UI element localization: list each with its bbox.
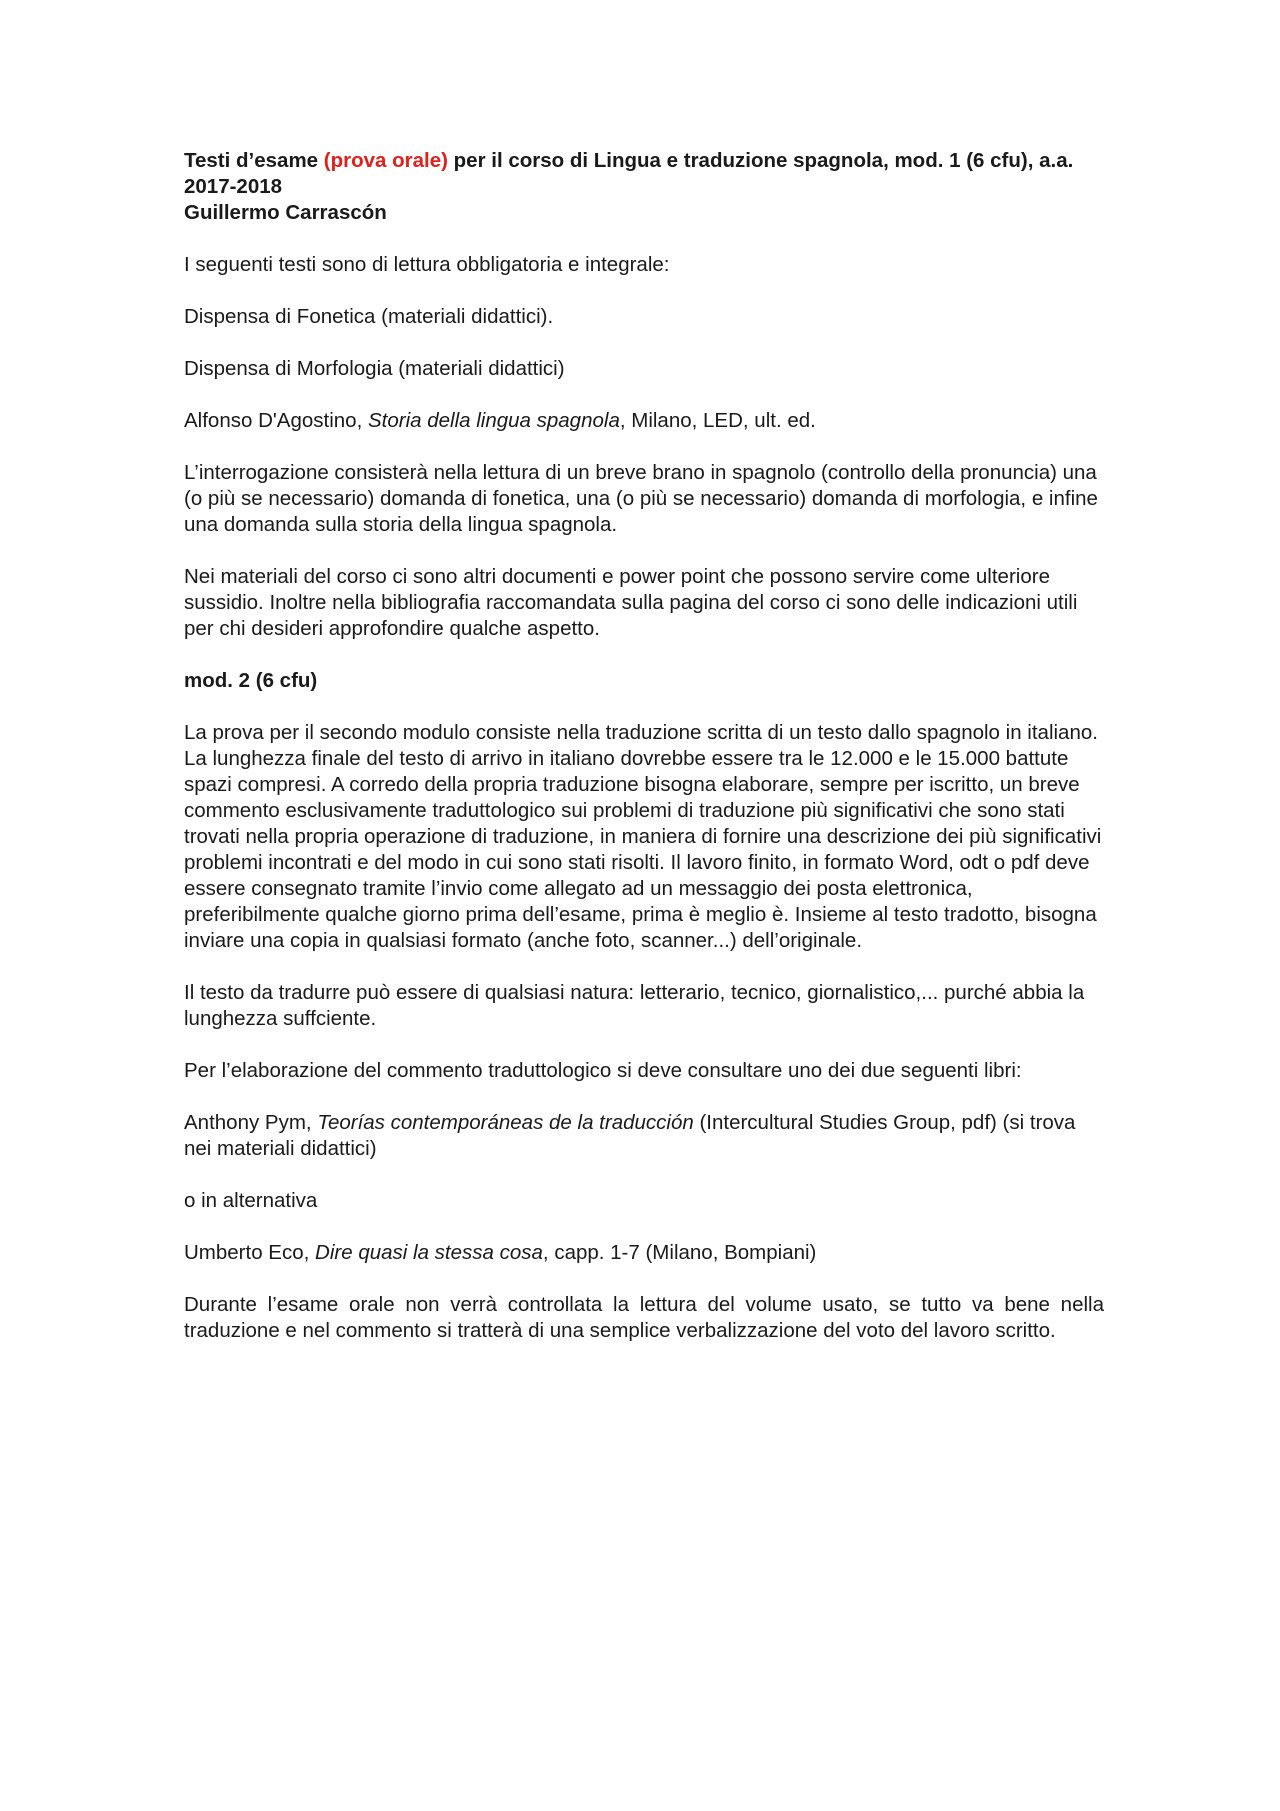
document-title <box>184 148 1104 200</box>
book2-title: Dire quasi la stessa cosa <box>315 1241 543 1264</box>
title-highlight: (prova orale) <box>323 149 448 172</box>
commentary-intro: Per l’elaborazione del commento traduttologico si deve consultare uno dei due seguenti libri: <box>184 1059 1022 1082</box>
reading-item-morfologia: Dispensa di Morfologia (materiali didattici) <box>184 357 565 380</box>
book1-title: Teorías contemporáneas de la traducción <box>317 1111 694 1134</box>
title-text-part1: Testi d’esame <box>184 149 324 172</box>
interrogation-paragraph: L’interrogazione consisterà nella lettura di un breve brano in spagnolo (controllo della pronuncia) una (o più se necessario) domanda di fonetica, una (o più se necessario) domanda di morfologia, e infine una domanda sulla storia della lingua spagnola. <box>184 461 1098 536</box>
mod2-description: La prova per il secondo modulo consiste nella traduzione scritta di un testo dallo spagnolo in italiano. La lunghezza finale del testo di arrivo in italiano dovrebbe essere tra le 12.000 e le 15.000 battute spazi compresi. A corredo della propria traduzione bisogna elaborare, sempre per iscritto, un breve commento esclusivamente traduttologico sui problemi di traduzione più significativi che sono stati trovati nella propria operazione di traduzione, in maniera di fornire una descrizione dei più significativi problemi incontrati e del modo in cui sono stati risolti. Il lavoro finito, in formato Word, odt o pdf deve essere consegnato tramite l’invio come allegato ad un messaggio dei posta elettronica, preferibilmente qualche giorno prima dell’esame, prima è meglio è. Insieme al testo tradotto, bisogna inviare una copia in qualsiasi formato (anche foto, scanner...) dell’originale. <box>184 721 1102 952</box>
book2-author: Umberto Eco, <box>184 1241 316 1264</box>
book1-rest: (Intercultural Studies Group, pdf) (si trova nei materiali didattici) <box>184 1111 1076 1160</box>
book-pym <box>184 1110 1104 1162</box>
reading-item-fonetica: Dispensa di Fonetica (materiali didattici). <box>184 305 554 328</box>
materials-paragraph: Nei materiali del corso ci sono altri documenti e power point che possono servire come ulteriore sussidio. Inoltre nella bibliografia raccomandata sulla pagina del corso ci sono delle indicazioni utili per chi desideri approfondire qualche aspetto. <box>184 565 1078 640</box>
item3-title: Storia della lingua spagnola <box>367 409 620 432</box>
mod1-intro: I seguenti testi sono di lettura obbligatoria e integrale: <box>184 253 670 276</box>
book1-author: Anthony Pym, <box>184 1111 318 1134</box>
book-eco <box>184 1240 1104 1266</box>
reading-item-dagostino <box>184 408 1104 434</box>
alternative-text: o in alternativa <box>184 1189 318 1212</box>
item3-rest: , Milano, LED, ult. ed. <box>619 409 816 432</box>
document-page <box>184 148 1104 1370</box>
mod2-heading: mod. 2 (6 cfu) <box>184 669 318 692</box>
book2-rest: , capp. 1-7 (Milano, Bompiani) <box>542 1241 817 1264</box>
text-nature-paragraph: Il testo da tradurre può essere di qualsiasi natura: letterario, tecnico, giornalistico,... purché abbia la lunghezza suffciente. <box>184 981 1085 1030</box>
title-text-part2: per il corso di Lingua e traduzione spagnola, mod. 1 (6 cfu), a.a. 2017-2018 <box>184 149 1074 198</box>
document-author: Guillermo Carrascón <box>184 201 387 224</box>
item3-author: Alfonso D'Agostino, <box>184 409 368 432</box>
final-note: Durante l’esame orale non verrà controllata la lettura del volume usato, se tutto va bene nella traduzione e nel commento si tratterà di una semplice verbalizzazione del voto del lavoro scritto. <box>184 1293 1104 1342</box>
